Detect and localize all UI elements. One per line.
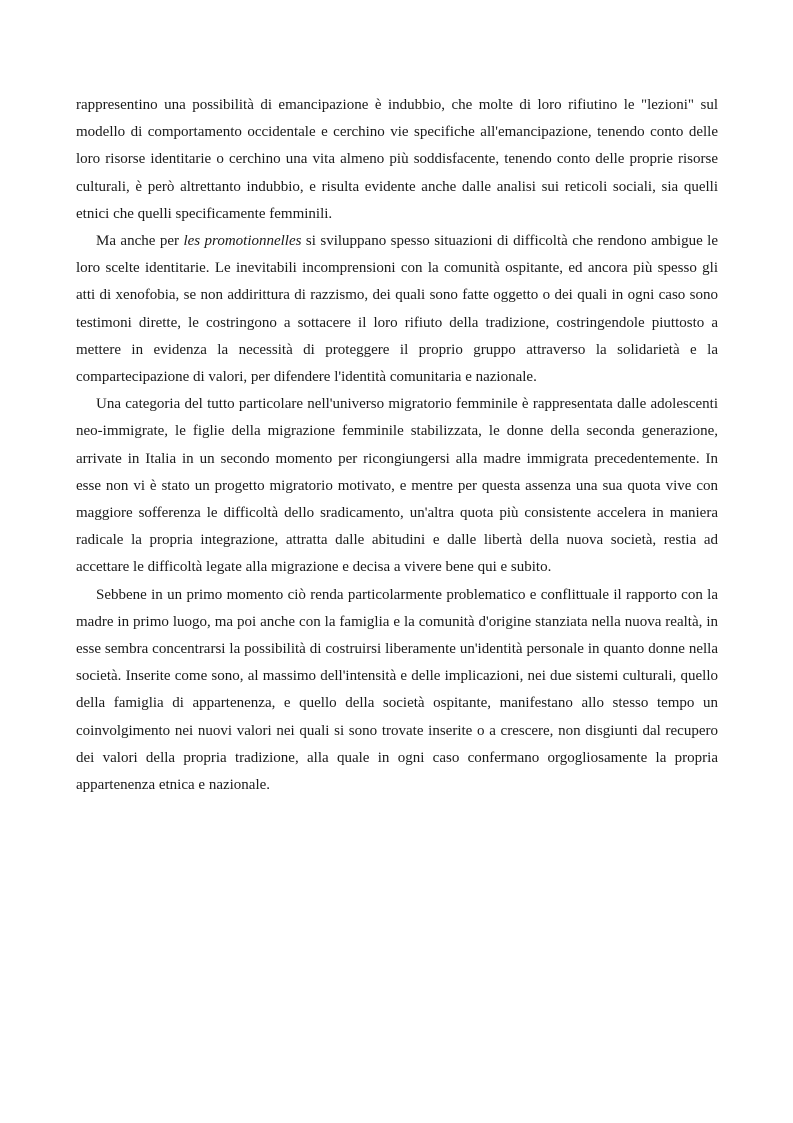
body-text [76,92,718,799]
paragraph-3-text: Una categoria del tutto particolare nell'universo migratorio femminile è rappresentata dalle adolescenti neo-immigrate, le figlie della migrazione femminile stabilizzata, le donne della seconda generazione, arrivate in Italia in un secondo momento per ricongiungersi alla madre immigrata precedentemente. In esse non vi è stato un progetto migratorio motivato, e mentre per questa assenza una sua quota vive con maggiore sofferenza le difficoltà dello sradicamento, un'altra quota più consistente accelera in maniera radicale la propria integrazione, attratta dalle abitudini e dalle libertà della nuova società, restia ad accettare le difficoltà legate alla migrazione e decisa a vivere bene qui e subito. [76,396,718,576]
paragraph-3 [76,391,718,581]
paragraph-4-text: Sebbene in un primo momento ciò renda particolarmente problematico e conflittuale il rapporto con la madre in primo luogo, ma poi anche con la famiglia e la comunità d'origine stanziata nella nuova realtà, in esse sembra concentrarsi la possibilità di costruirsi liberamente un'identità personale in quanto donne nella società. Inserite come sono, al massimo dell'intensità e delle implicazioni, nei due sistemi culturali, quello della famiglia di appartenenza, e quello della società ospitante, manifestano allo stesso tempo un coinvolgimento nei nuovi valori nei quali si sono trovate inserite o a crescere, non disgiunti dal recupero dei valori della propria tradizione, alla quale in ogni caso confermano orgogliosamente la propria appartenenza etnica e nazionale. [76,586,718,794]
paragraph-1 [76,92,718,228]
paragraph-2-text-end: si sviluppano spesso situazioni di difficoltà che rendono ambigue le loro scelte identitarie. Le inevitabili incomprensioni con la comunità ospitante, ed ancora più spesso gli atti di xenofobia, se non addirittura di razzismo, dei quali sono fatte oggetto o dei quali in ogni caso sono testimoni dirette, le costringono a sottacere il loro rifiuto della tradizione, costringendole piuttosto a mettere in evidenza la necessità di proteggere il proprio gruppo attraverso la solidarietà e la compartecipazione di valori, per difendere l'identità comunitaria e nazionale. [76,233,718,386]
paragraph-2-text-start: Ma anche per [96,233,184,250]
paragraph-1-text: rappresentino una possibilità di emancipazione è indubbio, che molte di loro rifiutino le "lezioni" sul modello di comportamento occidentale e cerchino vie specifiche all'emancipazione, tenendo conto delle loro risorse identitarie o cerchino una vita almeno più soddisfacente, tenendo conto delle proprie risorse culturali, è però altrettanto indubbio, e risulta evidente anche dalle analisi sui reticoli sociali, sia quelli etnici che quelli specificamente femminili. [76,97,718,222]
paragraph-4 [76,582,718,800]
paragraph-2 [76,228,718,391]
paragraph-2-italic-term: les promotionnelles [183,233,302,250]
